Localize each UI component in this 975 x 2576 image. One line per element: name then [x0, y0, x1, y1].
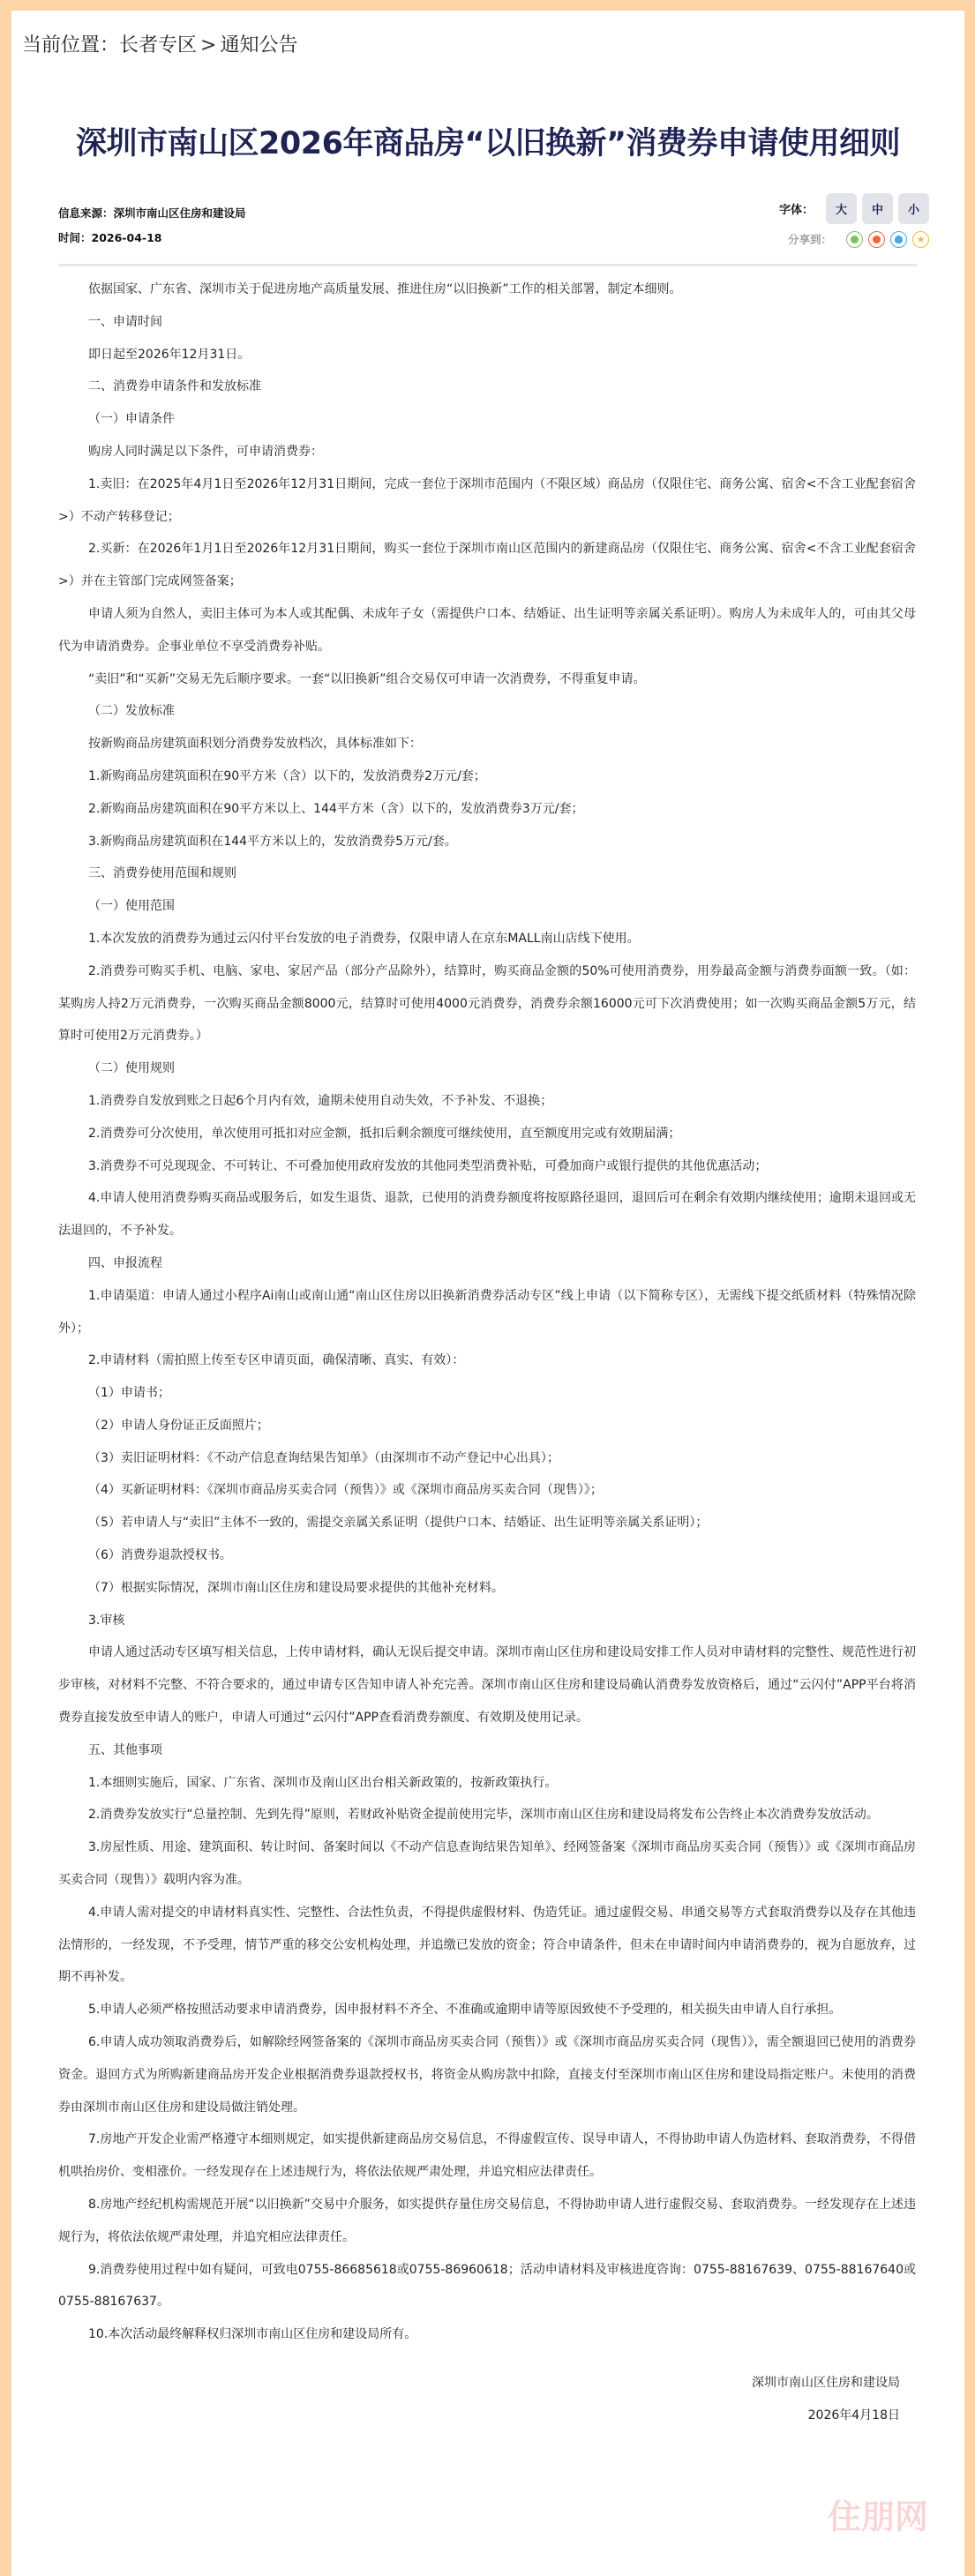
paragraph: 1.本次发放的消费券为通过云闪付平台发放的电子消费券，仅限申请人在京东MALL南山店线下使用。	[88, 931, 640, 946]
signature-date: 2026年4月18日	[807, 2408, 900, 2422]
list-item: （5）若申请人与“卖旧”主体不一致的，需提交亲属关系证明（提供户口本、结婚证、出生证明等亲属关系证明）；	[88, 1516, 709, 1531]
subsection-heading: （一）申请条件	[88, 412, 175, 427]
paragraph: 7.房地产开发企业需严格遵守本细则规定，如实提供新建商品房交易信息，不得虚假宣传、误导申请人，不得协助申请人伪造材料、套取消费券，不得借机哄抬房价、变相涨价。一经发现存在上述违规行为，将依法依规严肃处理，并追究相应法律责任。	[58, 2132, 916, 2180]
paragraph: 2.申请材料（需拍照上传至专区申请页面，确保清晰、真实、有效）：	[88, 1353, 465, 1368]
subsection-heading: （二）发放标准	[88, 704, 175, 719]
paragraph: 购房人同时满足以下条件，可申请消费券：	[88, 444, 323, 459]
paragraph: 申请人通过活动专区填写相关信息，上传申请材料，确认无误后提交申请。深圳市南山区住房和建设局安排工作人员对申请材料的完整性、规范性进行初步审核，对材料不完整、不符合要求的，通过申请专区告知申请人补充完善。深圳市南山区住房和建设局确认消费券发放资格后，通过“云闪付”APP平台将消费券直接发放至申请人的账户，申请人可通过“云闪付”APP查看消费券额度、有效期及使用记录。	[58, 1645, 916, 1726]
paragraph: 9.消费券使用过程中如有疑问，可致电0755-86685618或0755-86960618；活动申请材料及审核进度咨询：0755-88167639、0755-88167640或0755-88167637。	[58, 2262, 916, 2310]
section-heading: 二、消费券申请条件和发放标准	[88, 379, 261, 394]
section-heading: 四、申报流程	[88, 1255, 162, 1270]
paragraph: 3.消费券不可兑现现金、不可转让、不可叠加使用政府发放的其他同类型消费补贴，可叠加商户或银行提供的其他优惠活动；	[88, 1158, 768, 1173]
breadcrumb	[22, 30, 297, 57]
time-value: 2026-04-18	[91, 231, 162, 244]
paragraph: 申请人须为自然人，卖旧主体可为本人或其配偶、未成年子女（需提供户口本、结婚证、出生证明等亲属关系证明）。购房人为未成年人的，可由其父母代为申请消费券。企事业单位不享受消费券补贴。	[58, 606, 916, 654]
font-size-label: 字体：	[778, 203, 814, 217]
article-meta	[58, 201, 246, 251]
paragraph: “卖旧”和“买新”交易无先后顺序要求。一套“以旧换新”组合交易仅可申请一次消费券，不得重复申请。	[88, 671, 646, 686]
paragraph: 1.申请渠道：申请人通过小程序Ai南山或南山通“南山区住房以旧换新消费券活动专区”线上申请（以下简称专区），无需线下提交纸质材料（特殊情况除外）；	[58, 1288, 916, 1336]
qq-share-icon[interactable]	[890, 231, 907, 248]
font-size-small-button[interactable]: 小	[898, 193, 929, 224]
share-label: 分享到：	[787, 233, 832, 246]
paragraph: 5.申请人必须严格按照活动要求申请消费券，因申报材料不齐全、不准确或逾期申请等原因致使不予受理的，相关损失由申请人自行承担。	[88, 2003, 842, 2018]
paragraph: 3.新购商品房建筑面积在144平方米以上的，发放消费券5万元/套。	[88, 834, 457, 849]
source-value: 深圳市南山区住房和建设局	[113, 206, 246, 220]
paragraph: 10.本次活动最终解释权归深圳市南山区住房和建设局所有。	[88, 2327, 417, 2342]
favorite-share-icon[interactable]: ★	[912, 231, 929, 248]
article-title: 深圳市南山区2026年商品房“以旧换新”消费券申请使用细则	[76, 126, 900, 162]
section-heading: 五、其他事项	[88, 1742, 162, 1757]
list-item: （2）申请人身份证正反面照片；	[88, 1418, 269, 1433]
article-tools	[761, 191, 929, 251]
paragraph: 1.新购商品房建筑面积在90平方米（含）以下的，发放消费券2万元/套；	[88, 768, 486, 783]
list-item: （4）买新证明材料：《深圳市商品房买卖合同（预售）》或《深圳市商品房买卖合同（现售）》；	[88, 1483, 603, 1498]
wechat-share-icon[interactable]	[846, 231, 863, 248]
list-item: （6）消费券退款授权书。	[88, 1548, 232, 1563]
weibo-share-icon[interactable]	[868, 231, 885, 248]
paragraph: 1.本细则实施后，国家、广东省、深圳市及南山区出台相关新政策的，按新政策执行。	[88, 1775, 558, 1790]
article-body	[58, 273, 916, 2432]
breadcrumb-prefix: 当前位置：	[22, 34, 120, 56]
header-divider	[59, 264, 917, 266]
paragraph: 1.卖旧：在2025年4月1日至2026年12月31日期间，完成一套位于深圳市范围内（不限区域）商品房（仅限住宅、商务公寓、宿舍<不含工业配套宿舍>）不动产转移登记；	[58, 476, 916, 524]
paragraph: 即日起至2026年12月31日。	[88, 347, 251, 362]
section-heading: 三、消费券使用范围和规则	[88, 866, 236, 881]
paragraph: 2.消费券发放实行“总量控制、先到先得”原则，若财政补贴资金提前使用完毕，深圳市南山区住房和建设局将发布公告终止本次消费券发放活动。	[88, 1808, 879, 1823]
article-source: 信息来源：深圳市南山区住房和建设局	[58, 206, 246, 220]
paragraph: 依据国家、广东省、深圳市关于促进房地产高质量发展、推进住房“以旧换新”工作的相关部署，制定本细则。	[88, 282, 682, 296]
breadcrumb-item-elder-zone[interactable]: 长者专区	[119, 34, 198, 56]
share-bar	[761, 227, 929, 251]
breadcrumb-item-notices[interactable]: 通知公告	[220, 34, 298, 56]
paragraph: 4.申请人使用消费券购买商品或服务后，如发生退货、退款，已使用的消费券额度将按原路径退回，退回后可在剩余有效期内继续使用；逾期未退回或无法退回的，不予补发。	[58, 1191, 916, 1239]
breadcrumb-separator: >	[200, 34, 217, 56]
paragraph: 4.申请人需对提交的申请材料真实性、完整性、合法性负责，不得提供虚假材料、伪造凭证。通过虚假交易、串通交易等方式套取消费券以及存在其他违法情形的，一经发现，不予受理，情节严重的移交公安机构处理，并追缴已发放的资金；符合申请条件，但未在申请时间内申请消费券的，视为自愿放弃，过期不再补发。	[58, 1905, 916, 1985]
paragraph: 2.新购商品房建筑面积在90平方米以上、144平方米（含）以下的，发放消费券3万元/套；	[88, 801, 584, 816]
article-panel	[11, 11, 964, 2576]
list-item: （7）根据实际情况，深圳市南山区住房和建设局要求提供的其他补充材料。	[88, 1580, 504, 1595]
font-size-medium-button[interactable]: 中	[862, 193, 893, 224]
subsection-heading: （一）使用范围	[88, 899, 175, 914]
paragraph: 2.消费券可分次使用，单次使用可抵扣对应金额，抵扣后剩余额度可继续使用，直至额度用完或有效期届满；	[88, 1126, 681, 1141]
paragraph: 3.房屋性质、用途、建筑面积、转让时间、备案时间以《不动产信息查询结果告知单》、经网签备案《深圳市商品房买卖合同（预售）》或《深圳市商品房买卖合同（现售）》载明内容为准。	[58, 1840, 916, 1888]
article-time: 时间：2026-04-18	[58, 231, 162, 244]
site-watermark-logo: 住朋网	[828, 2497, 929, 2536]
list-item: （1）申请书；	[88, 1386, 170, 1401]
subsection-heading: （二）使用规则	[88, 1061, 175, 1076]
paragraph: 8.房地产经纪机构需规范开展“以旧换新”交易中介服务，如实提供存量住房交易信息，不得协助申请人进行虚假交易、套取消费券。一经发现存在上述违规行为，将依法依规严肃处理，并追究相应法律责任。	[58, 2198, 916, 2244]
paragraph: 2.消费券可购买手机、电脑、家电、家居产品（部分产品除外），结算时，购买商品金额的50%可使用消费券，用券最高金额与消费券面额一致。（如：某购房人持2万元消费券，一次购买商品金额8000元，结算时可使用4000元消费券，消费券余额16000元可下次消费使用；如一次购买商品金额5万元，结算时可使用2万元消费券。）	[58, 963, 916, 1044]
paragraph: 6.申请人成功领取消费券后，如解除经网签备案的《深圳市商品房买卖合同（预售）》或《深圳市商品房买卖合同（现售）》，需全额退回已使用的消费券资金。退回方式为所购新建商品房开发企业根据消费券退款授权书，将资金从购房款中扣除，直接支付至深圳市南山区住房和建设局指定账户。未使用的消费券由深圳市南山区住房和建设局做注销处理。	[58, 2035, 916, 2115]
paragraph: 1.消费券自发放到账之日起6个月内有效，逾期未使用自动失效，不予补发、不退换；	[88, 1093, 553, 1108]
font-size-large-button[interactable]: 大	[826, 193, 857, 224]
signature-issuer: 深圳市南山区住房和建设局	[752, 2376, 900, 2390]
paragraph: 2.买新：在2026年1月1日至2026年12月31日期间，购买一套位于深圳市南山区范围内的新建商品房（仅限住宅、商务公寓、宿舍<不含工业配套宿舍>）并在主管部门完成网签备案；	[58, 542, 916, 589]
section-heading: 一、申请时间	[88, 314, 162, 329]
font-size-switcher	[761, 191, 929, 225]
paragraph: 按新购商品房建筑面积划分消费券发放档次，具体标准如下：	[88, 737, 422, 752]
list-item: （3）卖旧证明材料：《不动产信息查询结果告知单》（由深圳市不动产登记中心出具）；	[88, 1450, 559, 1465]
paragraph: 3.审核	[88, 1613, 125, 1628]
